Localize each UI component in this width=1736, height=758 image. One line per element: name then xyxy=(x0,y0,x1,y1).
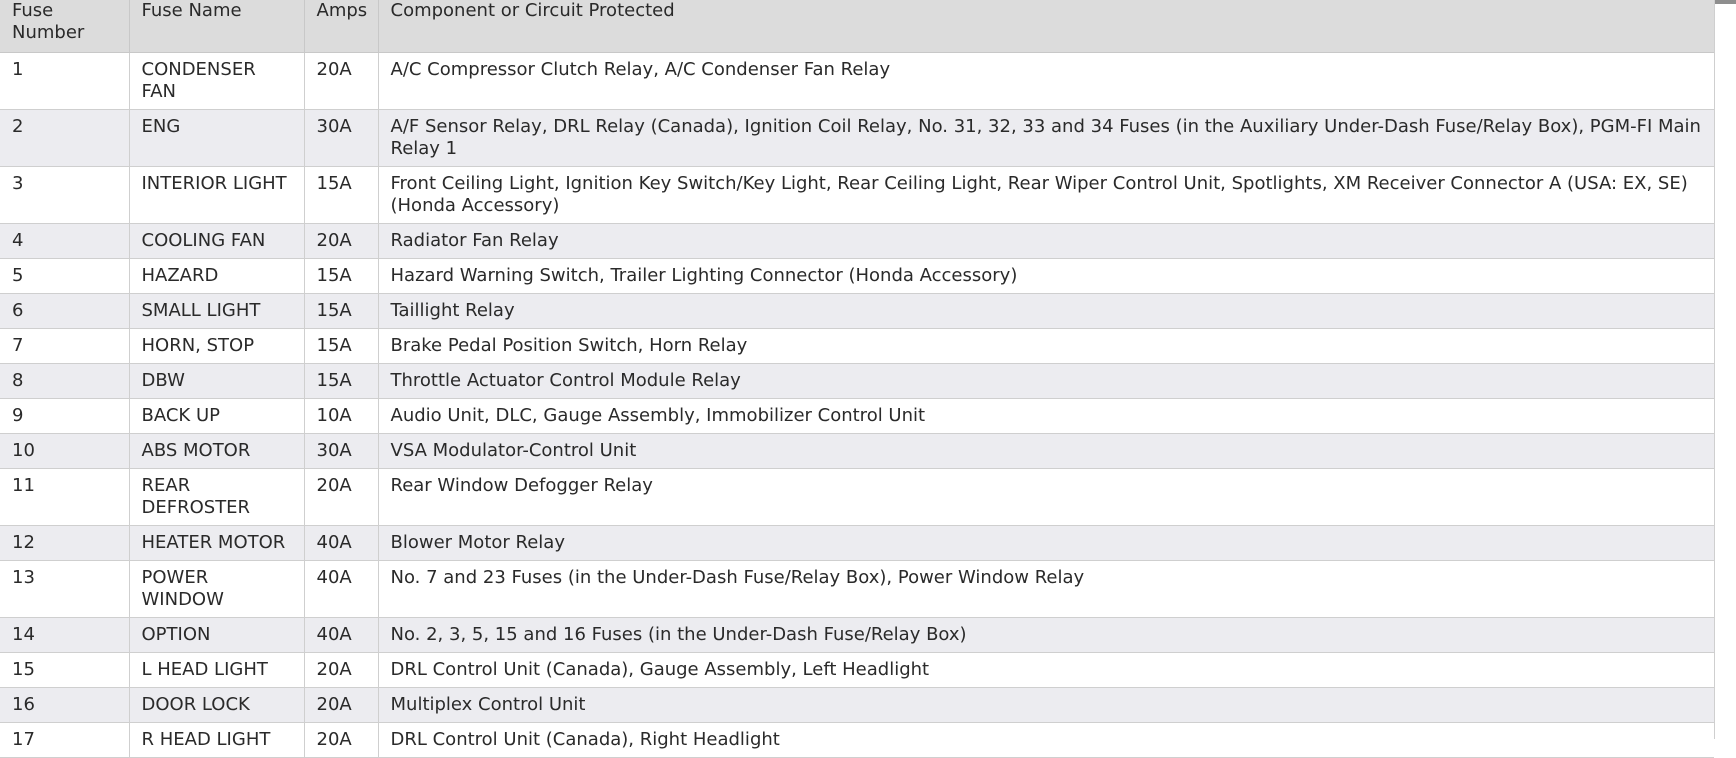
header-amps: Amps xyxy=(304,0,378,53)
component-cell: No. 2, 3, 5, 15 and 16 Fuses (in the Under-Dash Fuse/Relay Box) xyxy=(378,618,1714,653)
fuse-name-cell: DBW xyxy=(129,364,304,399)
amps-cell: 20A xyxy=(304,224,378,259)
fuse-number-cell: 16 xyxy=(0,688,129,723)
table-row xyxy=(0,259,1714,294)
amps-cell: 15A xyxy=(304,329,378,364)
amps-cell: 40A xyxy=(304,526,378,561)
fuse-name-cell: R HEAD LIGHT xyxy=(129,723,304,758)
amps-cell: 20A xyxy=(304,53,378,110)
component-cell: Audio Unit, DLC, Gauge Assembly, Immobilizer Control Unit xyxy=(378,399,1714,434)
component-cell: Throttle Actuator Control Module Relay xyxy=(378,364,1714,399)
amps-cell: 30A xyxy=(304,110,378,167)
fuse-name-cell: POWER WINDOW xyxy=(129,561,304,618)
fuse-name-cell: BACK UP xyxy=(129,399,304,434)
fuse-name-cell: HEATER MOTOR xyxy=(129,526,304,561)
amps-cell: 20A xyxy=(304,723,378,758)
table-row xyxy=(0,224,1714,259)
fuse-name-cell: INTERIOR LIGHT xyxy=(129,167,304,224)
fuse-number-cell: 13 xyxy=(0,561,129,618)
component-cell: DRL Control Unit (Canada), Gauge Assembly, Left Headlight xyxy=(378,653,1714,688)
table-right-border xyxy=(1714,0,1715,739)
table-body xyxy=(0,53,1714,758)
fuse-number-cell: 8 xyxy=(0,364,129,399)
component-cell: Brake Pedal Position Switch, Horn Relay xyxy=(378,329,1714,364)
table-row xyxy=(0,294,1714,329)
table-row xyxy=(0,399,1714,434)
table-row xyxy=(0,469,1714,526)
component-cell: Front Ceiling Light, Ignition Key Switch/Key Light, Rear Ceiling Light, Rear Wiper Control Unit, Spotlights, XM Receiver Connector A (USA: EX, SE) (Honda Accessory) xyxy=(378,167,1714,224)
component-cell: Hazard Warning Switch, Trailer Lighting Connector (Honda Accessory) xyxy=(378,259,1714,294)
amps-cell: 15A xyxy=(304,294,378,329)
component-cell: Multiplex Control Unit xyxy=(378,688,1714,723)
table-row xyxy=(0,110,1714,167)
fuse-name-cell: L HEAD LIGHT xyxy=(129,653,304,688)
fuse-name-cell: COOLING FAN xyxy=(129,224,304,259)
fuse-name-cell: DOOR LOCK xyxy=(129,688,304,723)
amps-cell: 40A xyxy=(304,618,378,653)
component-cell: VSA Modulator-Control Unit xyxy=(378,434,1714,469)
fuse-name-cell: CONDENSER FAN xyxy=(129,53,304,110)
fuse-name-cell: ABS MOTOR xyxy=(129,434,304,469)
table-row xyxy=(0,618,1714,653)
fuse-name-cell: SMALL LIGHT xyxy=(129,294,304,329)
amps-cell: 15A xyxy=(304,259,378,294)
amps-cell: 20A xyxy=(304,688,378,723)
amps-cell: 15A xyxy=(304,364,378,399)
amps-cell: 15A xyxy=(304,167,378,224)
table-row xyxy=(0,53,1714,110)
amps-cell: 20A xyxy=(304,653,378,688)
header-component: Component or Circuit Protected xyxy=(378,0,1714,53)
amps-cell: 20A xyxy=(304,469,378,526)
component-cell: No. 7 and 23 Fuses (in the Under-Dash Fuse/Relay Box), Power Window Relay xyxy=(378,561,1714,618)
fuse-number-cell: 2 xyxy=(0,110,129,167)
fuse-name-cell: ENG xyxy=(129,110,304,167)
fuse-name-cell: HORN, STOP xyxy=(129,329,304,364)
fuse-number-cell: 6 xyxy=(0,294,129,329)
table-row xyxy=(0,434,1714,469)
fuse-number-cell: 1 xyxy=(0,53,129,110)
component-cell: Radiator Fan Relay xyxy=(378,224,1714,259)
header-fuse-name: Fuse Name xyxy=(129,0,304,53)
component-cell: Blower Motor Relay xyxy=(378,526,1714,561)
table-row xyxy=(0,526,1714,561)
table-row xyxy=(0,653,1714,688)
amps-cell: 10A xyxy=(304,399,378,434)
fuse-number-cell: 15 xyxy=(0,653,129,688)
component-cell: A/F Sensor Relay, DRL Relay (Canada), Ignition Coil Relay, No. 31, 32, 33 and 34 Fuses (in the Auxiliary Under-Dash Fuse/Relay Box), PGM-FI Main Relay 1 xyxy=(378,110,1714,167)
fuse-number-cell: 17 xyxy=(0,723,129,758)
amps-cell: 40A xyxy=(304,561,378,618)
fuse-number-cell: 4 xyxy=(0,224,129,259)
fuse-number-cell: 14 xyxy=(0,618,129,653)
fuse-number-cell: 9 xyxy=(0,399,129,434)
fuse-name-cell: OPTION xyxy=(129,618,304,653)
component-cell: Rear Window Defogger Relay xyxy=(378,469,1714,526)
table-row xyxy=(0,723,1714,758)
fuse-name-cell: REAR DEFROSTER xyxy=(129,469,304,526)
table-row xyxy=(0,561,1714,618)
fuse-number-cell: 3 xyxy=(0,167,129,224)
fuse-number-cell: 7 xyxy=(0,329,129,364)
fuse-number-cell: 10 xyxy=(0,434,129,469)
table-row xyxy=(0,167,1714,224)
amps-cell: 30A xyxy=(304,434,378,469)
fuse-number-cell: 5 xyxy=(0,259,129,294)
table-row xyxy=(0,688,1714,723)
fuse-name-cell: HAZARD xyxy=(129,259,304,294)
table-row xyxy=(0,329,1714,364)
component-cell: DRL Control Unit (Canada), Right Headlight xyxy=(378,723,1714,758)
header-fuse-number: Fuse Number xyxy=(0,0,129,53)
table-header-row xyxy=(0,0,1714,53)
table-row xyxy=(0,364,1714,399)
fuse-number-cell: 12 xyxy=(0,526,129,561)
fuse-number-cell: 11 xyxy=(0,469,129,526)
component-cell: A/C Compressor Clutch Relay, A/C Condenser Fan Relay xyxy=(378,53,1714,110)
component-cell: Taillight Relay xyxy=(378,294,1714,329)
